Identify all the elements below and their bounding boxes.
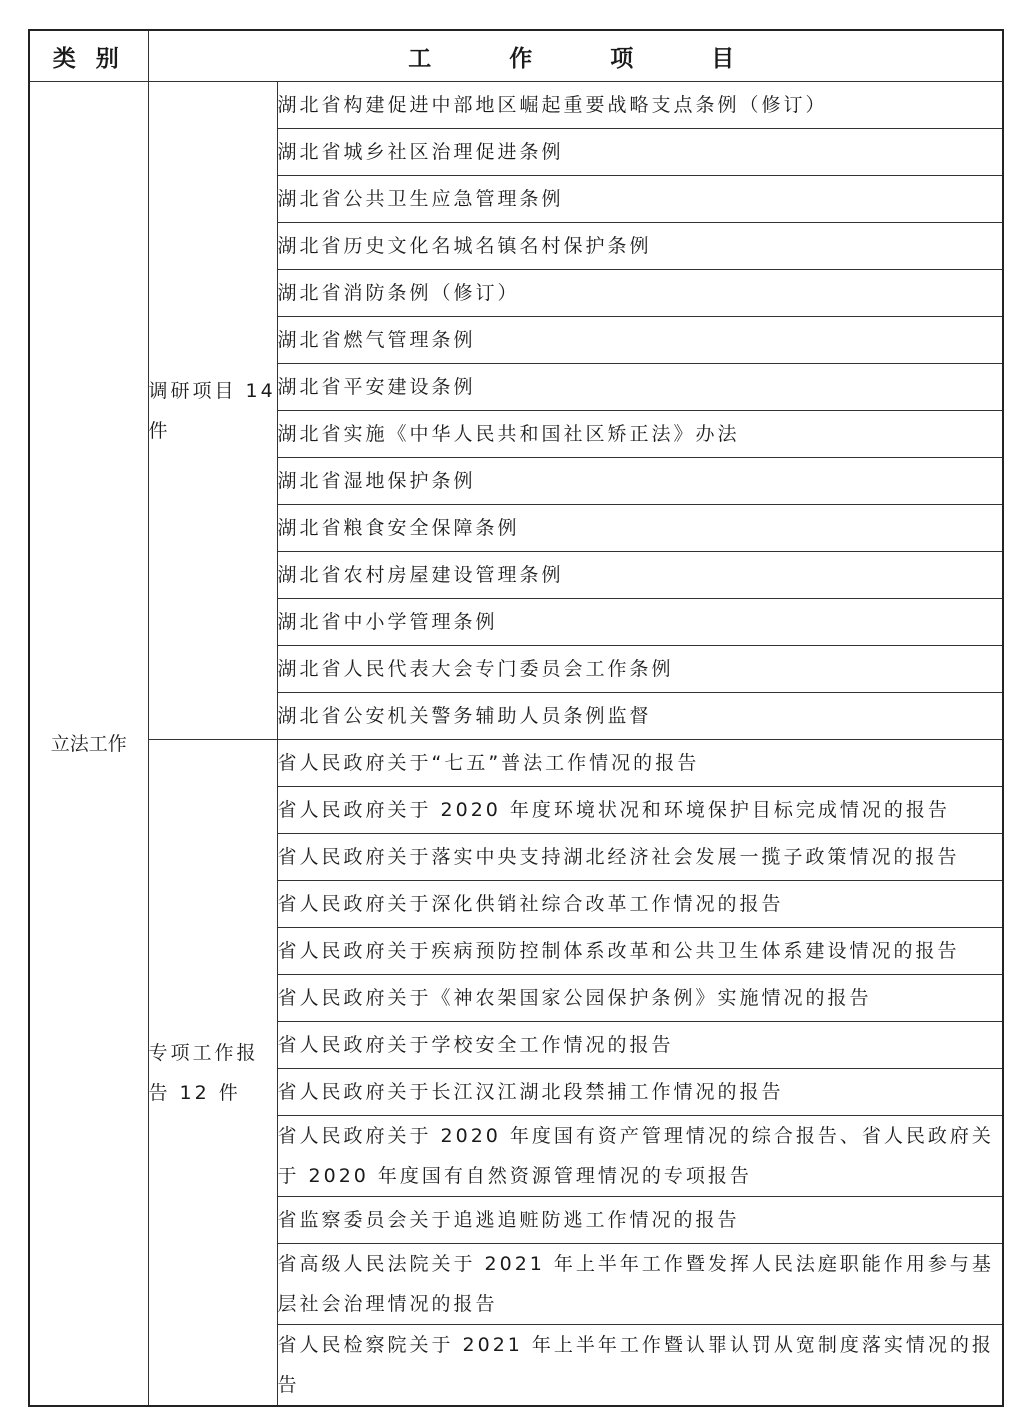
- work-item-cell: 湖北省公共卫生应急管理条例: [277, 176, 1003, 223]
- work-item-cell: 省人民检察院关于 2021 年上半年工作暨认罪认罚从宽制度落实情况的报告: [277, 1325, 1003, 1407]
- table-row: [29, 740, 1003, 787]
- work-plan-table: [28, 29, 1004, 1407]
- work-item-cell: 湖北省公安机关警务辅助人员条例监督: [277, 693, 1003, 740]
- work-item-cell: 湖北省人民代表大会专门委员会工作条例: [277, 646, 1003, 693]
- work-item-cell: 湖北省湿地保护条例: [277, 458, 1003, 505]
- work-item-cell: 湖北省平安建设条例: [277, 364, 1003, 411]
- work-item-cell: 省人民政府关于 2020 年度国有资产管理情况的综合报告、省人民政府关于 2020 年度国有自然资源管理情况的专项报告: [277, 1116, 1003, 1197]
- work-item-cell: 省人民政府关于深化供销社综合改革工作情况的报告: [277, 881, 1003, 928]
- work-item-cell: 湖北省燃气管理条例: [277, 317, 1003, 364]
- work-item-cell: 省人民政府关于疾病预防控制体系改革和公共卫生体系建设情况的报告: [277, 928, 1003, 975]
- work-item-cell: 湖北省粮食安全保障条例: [277, 505, 1003, 552]
- work-item-cell: 省人民政府关于 2020 年度环境状况和环境保护目标完成情况的报告: [277, 787, 1003, 834]
- subcategory-cell: 专项工作报告 12 件: [148, 740, 277, 1407]
- work-item-cell: 省高级人民法院关于 2021 年上半年工作暨发挥人民法庭职能作用参与基层社会治理情况的报告: [277, 1244, 1003, 1325]
- work-item-cell: 湖北省消防条例（修订）: [277, 270, 1003, 317]
- work-item-cell: 湖北省实施《中华人民共和国社区矫正法》办法: [277, 411, 1003, 458]
- work-item-cell: 湖北省城乡社区治理促进条例: [277, 129, 1003, 176]
- work-item-cell: 省人民政府关于《神农架国家公园保护条例》实施情况的报告: [277, 975, 1003, 1022]
- work-item-cell: 湖北省中小学管理条例: [277, 599, 1003, 646]
- work-items-header: 工作项目: [148, 30, 1003, 82]
- work-item-cell: 湖北省农村房屋建设管理条例: [277, 552, 1003, 599]
- work-item-cell: 湖北省构建促进中部地区崛起重要战略支点条例（修订）: [277, 82, 1003, 129]
- work-item-cell: 省人民政府关于学校安全工作情况的报告: [277, 1022, 1003, 1069]
- work-item-cell: 省监察委员会关于追逃追赃防逃工作情况的报告: [277, 1197, 1003, 1244]
- work-item-cell: 湖北省历史文化名城名镇名村保护条例: [277, 223, 1003, 270]
- work-item-cell: 省人民政府关于“七五”普法工作情况的报告: [277, 740, 1003, 787]
- category-header: 类别: [29, 30, 148, 82]
- table-row: [29, 82, 1003, 129]
- work-item-cell: 省人民政府关于长江汉江湖北段禁捕工作情况的报告: [277, 1069, 1003, 1116]
- work-item-cell: 省人民政府关于落实中央支持湖北经济社会发展一揽子政策情况的报告: [277, 834, 1003, 881]
- subcategory-cell: 调研项目 14 件: [148, 82, 277, 740]
- category-cell: 立法工作: [29, 82, 148, 1407]
